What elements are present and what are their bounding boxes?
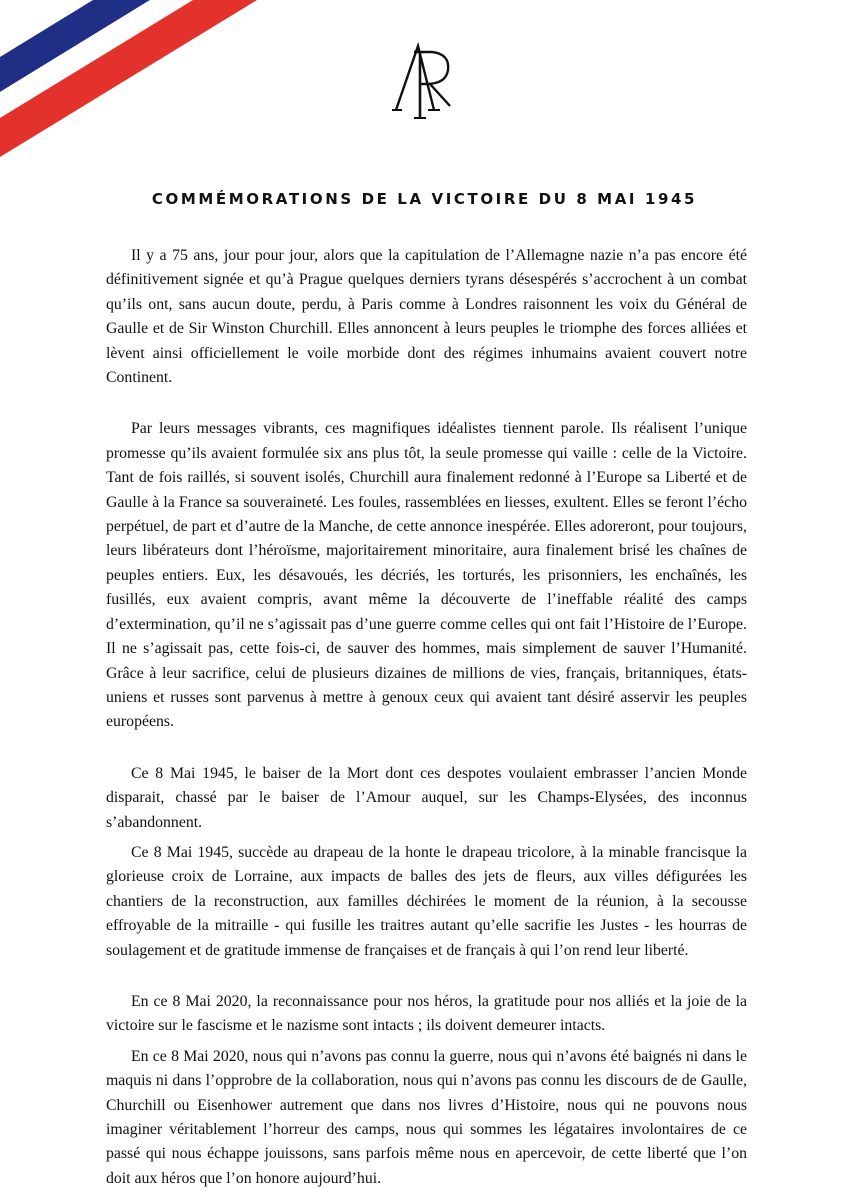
paragraph-5: En ce 8 Mai 2020, la reconnaissance pour nos héros, la gratitude pour nos alliés et la joie de la victoire sur le fascisme et le nazisme sont intacts ; ils doivent demeurer intacts. [106, 992, 747, 1035]
paragraph-2: Par leurs messages vibrants, ces magnifiques idéalistes tiennent parole. Ils réalisent l’unique promesse qu’ils avaient formulée six ans plus tôt, la seule promesse qui vaille : celle de la Victoire. Tant de fois raillés, si souvent isolés, Churchill aura finalement redonné à l’Europe sa Liberté et de Gaulle à la France sa souveraineté. Les foules, rassemblées en liesses, exultent. Elles se feront l’écho perpétuel, de part et d’autre de la Manche, de cette annonce inespérée. Elles adoreront, pour toujours, leurs libérateurs dont l’héroïsme, majoritairement minoritaire, aura finalement brisé les chaînes de peuples entiers. Eux, les désavoués, les décriés, les torturés, les prisonniers, les enchaînés, les fusillés, eux avaient compris, avant même la découverte de l’ineffable réalité des camps d’extermination, qu’il ne s’agissait pas d’une guerre comme celles qui ont fait l’Histoire de l’Europe. Il ne s’agissait pas, cette fois-ci, de sauver des hommes, mais simplement de sauver l’Humanité. Grâce à leur sacrifice, celui de plusieurs dizaines de millions de vies, français, britanniques, états-uniens et russes sont parvenus à mettre à genoux ceux qui avaient tant désiré asservir les peuples européens. [106, 420, 747, 731]
paragraph-3: Ce 8 Mai 1945, le baiser de la Mort dont ces despotes voulaient embrasser l’ancien Monde disparait, chassé par le baiser de l’Amour auquel, sur les Champs-Elysées, des inconnus s’abandonnent. [106, 764, 747, 831]
paragraph-6: En ce 8 Mai 2020, nous qui n’avons pas connu la guerre, nous qui n’avons été baignés ni dans le maquis ni dans l’opprobre de la collaboration, nous qui n’avons pas connu les discours de de Gaulle, Churchill ou Eisenhower autrement que dans nos livres d’Histoire, nous qui ne pouvons nous imaginer véritablement l’horreur des camps, nous qui sommes les légataires involontaires de ce passé qui nous échappe jouissons, sans parfois même nous en apercevoir, de cette liberté que l’on doit aux héros que l’on honore aujourd’hui. [106, 1047, 747, 1187]
paragraph-4: Ce 8 Mai 1945, succède au drapeau de la honte le drapeau tricolore, à la minable francisque la glorieuse croix de Lorraine, aux impacts de balles des jets de fleurs, aux villes défigurées les chantiers de la reconstruction, aux familles déchirées le moment de la réunion, à la secousse effroyable de la mitraille - qui fusille les traitres autant qu’elle sacrifie les Justes - les hourras de soulagement et de gratitude immense de françaises et de français à qui l’on rend leur liberté. [106, 843, 747, 959]
document-title: COMMÉMORATIONS DE LA VICTOIRE DU 8 MAI 1945 [151, 190, 698, 208]
document-body [106, 244, 747, 1191]
ar-monogram-icon [390, 40, 460, 120]
paragraph-1: Il y a 75 ans, jour pour jour, alors que la capitulation de l’Allemagne nazie n’a pas encore été définitivement signée et qu’à Prague quelques derniers tyrans désespérés s’accrochent à un combat qu’ils ont, sans aucun doute, perdu, à Paris comme à Londres raisonnent les voix du Général de Gaulle et de Sir Winston Churchill. Elles annoncent à leurs peuples le triomphe des forces alliées et lèvent ainsi officiellement le voile morbide dont des régimes inhumains avaient couvert notre Continent. [106, 247, 747, 387]
tricolor-ribbon-icon [0, 0, 320, 170]
